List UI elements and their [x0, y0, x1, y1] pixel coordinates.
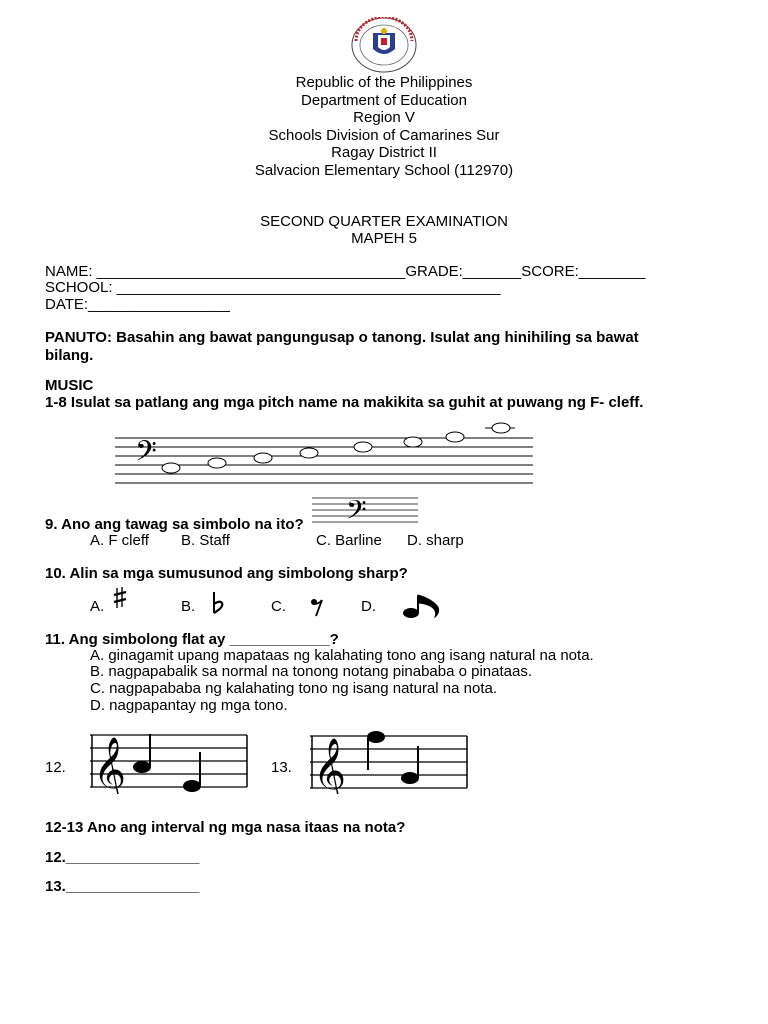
deped-seal [351, 17, 417, 73]
flat-icon [211, 591, 225, 615]
svg-text:𝄞: 𝄞 [313, 738, 347, 794]
q11-choice-b[interactable]: B. nagpapabalik sa normal na tonong notang pinababa o pinataas. [90, 663, 533, 680]
svg-text:𝄢: 𝄢 [346, 494, 367, 530]
answer-12-line[interactable]: 12.________________ [45, 849, 200, 866]
school-line[interactable]: SCHOOL: ______________________________________________ [45, 279, 501, 296]
q13-staff [310, 728, 470, 794]
header-republic: Republic of the Philippines [295, 74, 473, 91]
q9-choice-d[interactable]: D. sharp [407, 532, 464, 549]
q11-choice-d[interactable]: D. nagpapantay ng mga tono. [90, 697, 288, 714]
eighth-note-icon [402, 593, 444, 619]
q10-choice-d[interactable]: D. [361, 598, 376, 615]
answer-13-line[interactable]: 13.________________ [45, 878, 200, 895]
q9-choice-c[interactable]: C. Barline [316, 532, 382, 549]
exam-title: SECOND QUARTER EXAMINATION [260, 213, 508, 230]
q13-label: 13. [271, 759, 292, 776]
header-school: Salvacion Elementary School (112970) [254, 162, 514, 179]
q10-choice-a[interactable]: A. [90, 598, 105, 615]
instructions-line1: PANUTO: Basahin ang bawat pangungusap o tanong. Isulat ang hinihiling sa bawat [45, 329, 639, 346]
q9-choice-a[interactable]: A. F cleff [90, 532, 149, 549]
music-heading: MUSIC [45, 377, 94, 394]
q12-label: 12. [45, 759, 66, 776]
question-1-8: 1-8 Isulat sa patlang ang mga pitch name na makikita sa guhit at puwang ng F- cleff. [45, 394, 644, 411]
q12-staff [90, 730, 250, 794]
instructions-line2: bilang. [45, 347, 94, 364]
date-line[interactable]: DATE:_________________ [45, 296, 230, 313]
name-grade-score-line[interactable]: NAME: _____________________________________GRADE:_______SCORE:________ [45, 263, 646, 280]
q11-choice-c[interactable]: C. nagpapababa ng kalahating tono ng isang natural na nota. [90, 680, 497, 697]
f-clef-staff [115, 420, 535, 490]
question-11: 11. Ang simbolong flat ay ____________? [45, 631, 339, 648]
header-department: Department of Education [301, 92, 467, 109]
q11-choice-a[interactable]: A. ginagamit upang mapataas ng kalahating tono ang isang natural na nota. [90, 647, 594, 664]
eighth-rest-icon [309, 597, 325, 617]
q9-choice-b[interactable]: B. Staff [181, 532, 230, 549]
sharp-icon [113, 587, 127, 609]
question-9: 9. Ano ang tawag sa simbolo na ito? [45, 516, 304, 533]
header-region: Region V [353, 109, 415, 126]
bass-clef-symbol [312, 494, 418, 530]
header-division: Schools Division of Camarines Sur [268, 127, 500, 144]
q10-choice-c[interactable]: C. [271, 598, 286, 615]
question-12-13: 12-13 Ano ang interval ng mga nasa itaas na nota? [45, 819, 406, 836]
question-10: 10. Alin sa mga sumusunod ang simbolong sharp? [45, 565, 408, 582]
header-district: Ragay District II [331, 144, 437, 161]
svg-text:𝄢: 𝄢 [135, 435, 157, 475]
exam-subject: MAPEH 5 [351, 230, 417, 247]
q10-choice-b[interactable]: B. [181, 598, 196, 615]
svg-text:𝄞: 𝄞 [93, 737, 127, 794]
